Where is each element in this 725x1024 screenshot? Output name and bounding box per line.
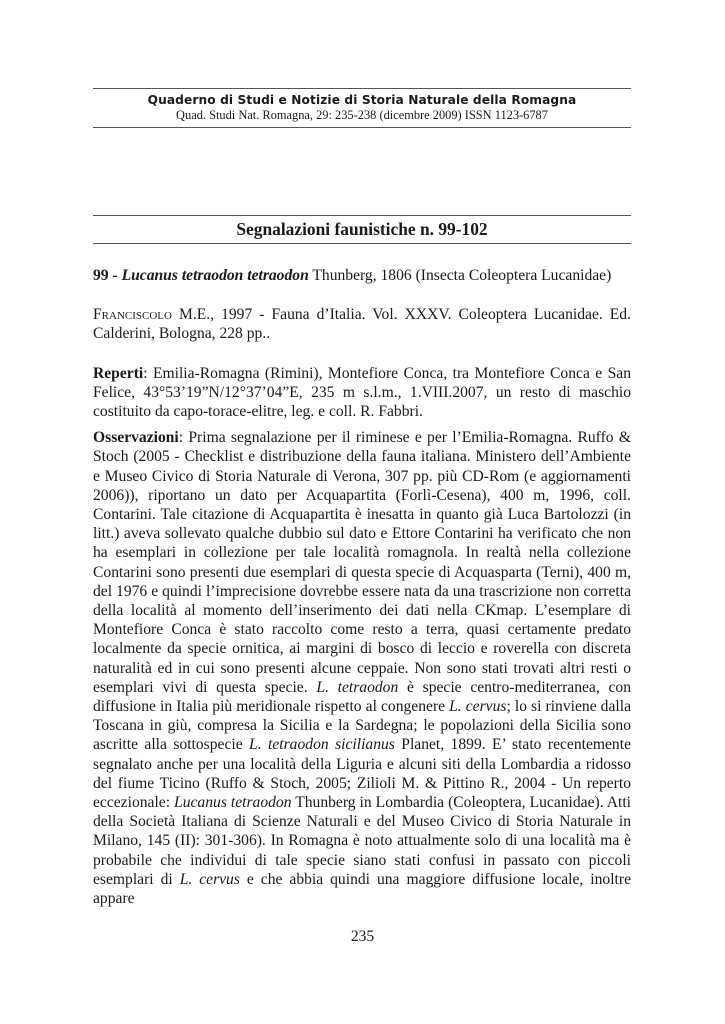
record-heading xyxy=(93,266,631,285)
reperti-label: Reperti xyxy=(93,364,144,382)
osservazioni-text-1: : Prima segnalazione per il riminese e per l’Emilia-Romagna. Ruffo & Stoch (2005 - Checklist e distribuzione della fauna italiana. Ministero dell’Ambiente e Museo Civico di Storia Naturale di Verona, 307 pp. più CD-Rom (e aggiornamenti 2006)), riportano un dato per Acquapartita (Forlì-Cesena), 400 m, 1996, coll. Contarini. Tale citazione di Acquapartita è inesatta in quanto già Luca Bartolozzi (in litt.) aveva sollevato qualche dubbio sul dato e Ettore Contarini ha verificato che non ha esemplari in collezione per tale località romagnola. In realtà nella collezione Contarini sono presenti due esemplari di questa specie di Acquasparta (Terni), 400 m, del 1976 e quindi l’imprecisione dovrebbe essere nata da una trascrizione non corretta della località al momento dell’inserimento dei dati nella CKmap. L’esemplare di Montefiore Conca è stato raccolto come resto a terra, quasi certamente predato localmente da specie ornitica, ai margini di bosco di leccio e roverella con discreta naturalità ed in cui sono presenti alcune ceppaie. Non sono stati trovati altri resti o esemplari vivi di questa specie. xyxy=(93,429,631,696)
header-top-rule xyxy=(93,88,631,89)
journal-title: Quaderno di Studi e Notizie di Storia Naturale della Romagna xyxy=(147,93,577,107)
taxon-italic-3: L. tetraodon sicilianus xyxy=(249,736,395,754)
section-top-rule xyxy=(93,215,631,216)
reperti-text: : Emilia-Romagna (Rimini), Montefiore Conca, tra Montefiore Conca e San Felice, 43°53’19”N/12°37’04”E, 235 m s.l.m., 1.VIII.2007, un resto di maschio costituito da capo-torace-elitre, leg. e coll. R. Fabbri. xyxy=(93,364,631,421)
reperti-paragraph xyxy=(93,364,631,422)
taxon-italic-1: L. tetraodon xyxy=(316,678,399,696)
section-title: Segnalazioni faunistiche n. 99-102 xyxy=(236,219,488,239)
osservazioni-label: Osservazioni xyxy=(93,429,179,447)
taxon-italic-5: L. cervus xyxy=(179,870,240,888)
taxon-italic-2: L. cervus xyxy=(449,698,507,716)
reference-text: M.E., 1997 - Fauna d’Italia. Vol. XXXV. Coleoptera Lucanidae. Ed. Calderini, Bologna, 228 pp.. xyxy=(93,306,631,343)
osservazioni-text-6: e che abbia quindi una maggiore diffusione locale, inoltre appare xyxy=(93,870,632,908)
taxon-italic-4: Lucanus tetraodon xyxy=(174,794,292,812)
reference-author: Franciscolo xyxy=(93,306,172,324)
osservazioni-text-5: Thunberg in Lombardia (Coleoptera, Lucanidae). Atti della Società Italiana di Scienze Naturali e del Museo Civico di Storia Naturale in Milano, 145 (II): 301-306). In Romagna è noto attualmente solo di una località ma è probabile che individui di tale specie siano stati confusi in passato con piccoli esemplari di xyxy=(93,794,631,888)
reference-entry xyxy=(93,305,631,343)
species-name: Lucanus tetraodon tetraodon xyxy=(121,267,309,284)
journal-reference: Quad. Studi Nat. Romagna, 29: 235-238 (dicembre 2009) ISSN 1123-6787 xyxy=(176,108,548,122)
osservazioni-text-2: è specie centro-mediterranea, con diffusione in Italia più meridionale rispetto al congenere xyxy=(93,678,631,716)
osservazioni-text-4: Planet, 1899. E’ stato recentemente segnalato anche per una località della Liguria e alcuni siti della Lombardia a ridosso del fiume Ticino (Ruffo & Stoch, 2005; Zilioli M. & Pittino R., 2004 - Un reperto eccezionale: xyxy=(93,736,631,812)
species-authority: Thunberg, 1806 (Insecta Coleoptera Lucanidae) xyxy=(308,267,612,284)
osservazioni-paragraph xyxy=(93,428,631,908)
osservazioni-text-3: ; lo si rinviene dalla Toscana in giù, compresa la Sicilia e la Sardegna; le popolazioni della Sicilia sono ascritte alla sottospecie xyxy=(93,698,631,754)
page-content xyxy=(93,88,631,908)
record-number: 99 - xyxy=(93,267,118,284)
page-number: 235 xyxy=(350,928,375,945)
